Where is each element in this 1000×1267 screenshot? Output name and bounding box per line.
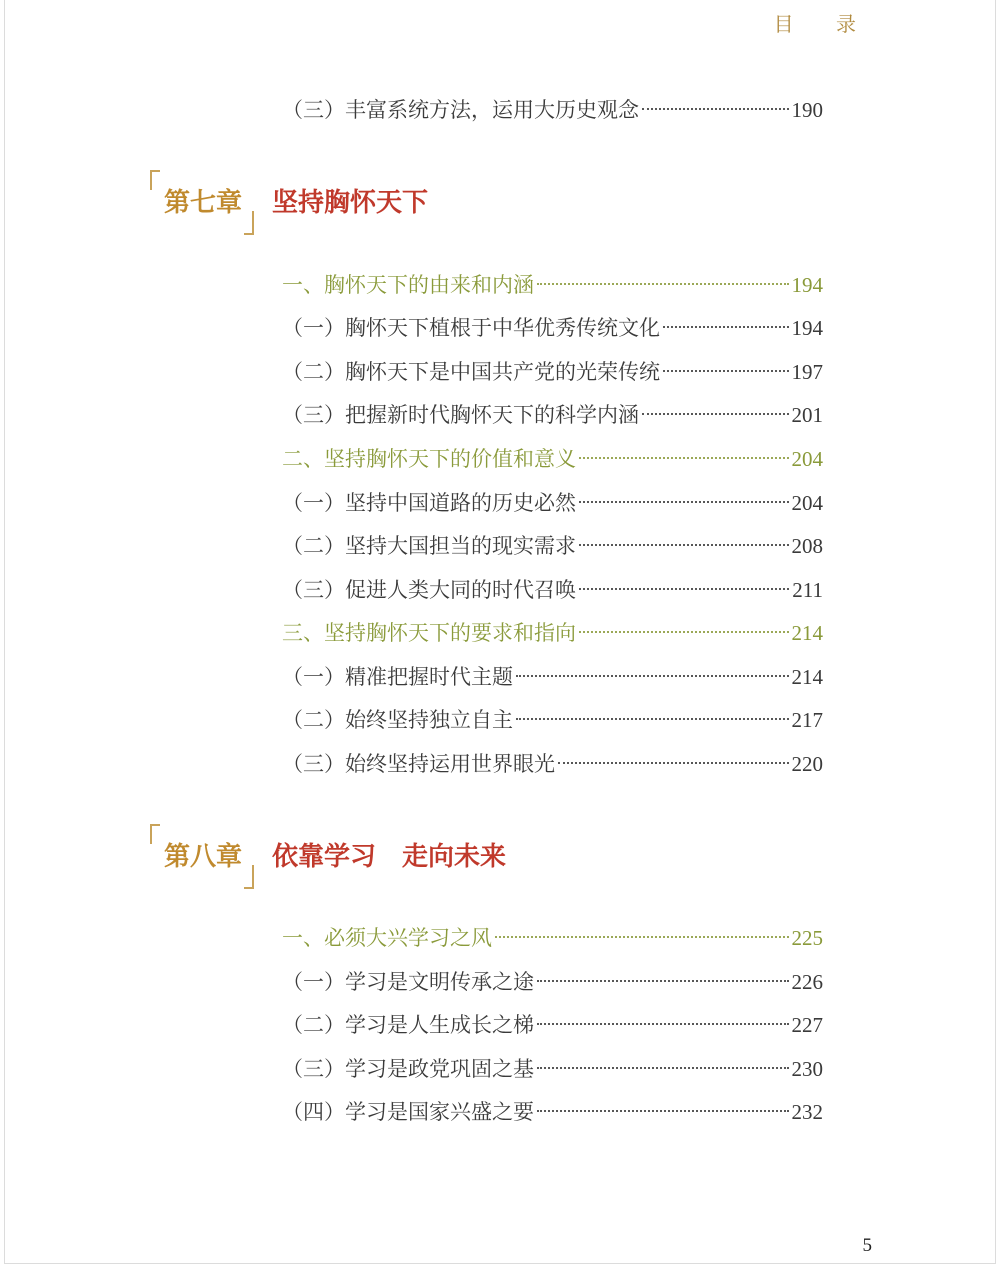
page-number: 5 bbox=[862, 1235, 872, 1256]
toc-entry-label: （一）学习是文明传承之途 bbox=[282, 970, 534, 994]
toc-entry-label: （二）始终坚持独立自主 bbox=[282, 708, 513, 732]
chapter-heading-7[interactable] bbox=[150, 170, 428, 230]
dot-leader bbox=[579, 631, 789, 633]
toc-entry-label: 一、胸怀天下的由来和内涵 bbox=[282, 273, 534, 297]
toc-entry-page: 232 bbox=[791, 1100, 823, 1124]
toc-entry-page: 208 bbox=[791, 534, 823, 558]
toc-entry[interactable] bbox=[282, 357, 823, 387]
toc-entry-page: 217 bbox=[791, 708, 823, 732]
toc-entry-label: （三）把握新时代胸怀天下的科学内涵 bbox=[282, 403, 639, 427]
dot-leader bbox=[579, 588, 789, 590]
toc-entry-page: 194 bbox=[791, 316, 823, 340]
chapter-title: 依靠学习 走向未来 bbox=[272, 841, 507, 872]
dot-leader bbox=[642, 108, 789, 110]
dot-leader bbox=[663, 326, 789, 328]
toc-entry-page: 227 bbox=[791, 1013, 823, 1037]
toc-entry-page: 194 bbox=[791, 273, 823, 297]
toc-entry-label: （三）学习是政党巩固之基 bbox=[282, 1057, 534, 1081]
chapter-number-box bbox=[150, 176, 254, 225]
dot-leader bbox=[516, 675, 789, 677]
toc-entry[interactable] bbox=[282, 662, 823, 692]
dot-leader bbox=[579, 544, 789, 546]
toc-entry-label: （二）坚持大国担当的现实需求 bbox=[282, 534, 576, 558]
toc-entry[interactable] bbox=[282, 400, 823, 430]
dot-leader bbox=[579, 457, 789, 459]
toc-entry-label: （三）始终坚持运用世界眼光 bbox=[282, 752, 555, 776]
dot-leader bbox=[537, 980, 789, 982]
toc-entry[interactable] bbox=[282, 313, 823, 343]
toc-section[interactable] bbox=[282, 923, 823, 953]
chapter-heading-8[interactable] bbox=[150, 824, 506, 884]
toc-entry-page: 226 bbox=[791, 970, 823, 994]
toc-section[interactable] bbox=[282, 444, 823, 474]
toc-entry-label: （一）坚持中国道路的历史必然 bbox=[282, 491, 576, 515]
toc-section[interactable] bbox=[282, 618, 823, 648]
toc-entry[interactable] bbox=[282, 967, 823, 997]
dot-leader bbox=[663, 370, 789, 372]
dot-leader bbox=[537, 283, 789, 285]
toc-entry-page: 214 bbox=[791, 665, 823, 689]
dot-leader bbox=[537, 1067, 789, 1069]
toc-entry-page: 230 bbox=[791, 1057, 823, 1081]
toc-entry-page: 225 bbox=[791, 926, 823, 950]
toc-entry[interactable] bbox=[282, 488, 823, 518]
toc-entry-page: 204 bbox=[791, 491, 823, 515]
toc-entry-page: 190 bbox=[791, 98, 823, 122]
dot-leader bbox=[579, 501, 789, 503]
toc-entry-label: （三）丰富系统方法，运用大历史观念 bbox=[282, 98, 639, 122]
dot-leader bbox=[642, 413, 789, 415]
toc-entry-page: 214 bbox=[791, 621, 823, 645]
toc-entry-label: （一）精准把握时代主题 bbox=[282, 665, 513, 689]
toc-entry[interactable] bbox=[282, 1010, 823, 1040]
toc-entry-label: （一）胸怀天下植根于中华优秀传统文化 bbox=[282, 316, 660, 340]
toc-entry[interactable] bbox=[282, 1097, 823, 1127]
toc-entry[interactable] bbox=[282, 1054, 823, 1084]
chapter-number-box bbox=[150, 830, 254, 879]
toc-entry-label: （二）学习是人生成长之梯 bbox=[282, 1013, 534, 1037]
toc-entry[interactable] bbox=[282, 95, 823, 125]
toc-entry-page: 201 bbox=[791, 403, 823, 427]
toc-entry-label: 三、坚持胸怀天下的要求和指向 bbox=[282, 621, 576, 645]
toc-entry-page: 220 bbox=[791, 752, 823, 776]
toc-entry-page: 197 bbox=[791, 360, 823, 384]
toc-entry-label: （二）胸怀天下是中国共产党的光荣传统 bbox=[282, 360, 660, 384]
toc-entry[interactable] bbox=[282, 749, 823, 779]
dot-leader bbox=[516, 718, 789, 720]
toc-entry-label: （四）学习是国家兴盛之要 bbox=[282, 1100, 534, 1124]
toc-entry[interactable] bbox=[282, 705, 823, 735]
toc-section[interactable] bbox=[282, 270, 823, 300]
toc-entry-label: 一、必须大兴学习之风 bbox=[282, 926, 492, 950]
toc-entry-label: （三）促进人类大同的时代召唤 bbox=[282, 578, 576, 602]
running-head: 目 录 bbox=[773, 12, 874, 36]
chapter-number: 第八章 bbox=[164, 841, 243, 872]
dot-leader bbox=[537, 1110, 789, 1112]
dot-leader bbox=[537, 1023, 789, 1025]
toc-entry[interactable] bbox=[282, 575, 823, 605]
toc-entry-label: 二、坚持胸怀天下的价值和意义 bbox=[282, 447, 576, 471]
toc-entry-page: 204 bbox=[791, 447, 823, 471]
dot-leader bbox=[495, 936, 789, 938]
toc-entry-page: 211 bbox=[792, 578, 823, 602]
dot-leader bbox=[558, 762, 789, 764]
chapter-number: 第七章 bbox=[164, 187, 243, 218]
toc-entry[interactable] bbox=[282, 531, 823, 561]
chapter-title: 坚持胸怀天下 bbox=[272, 187, 429, 218]
